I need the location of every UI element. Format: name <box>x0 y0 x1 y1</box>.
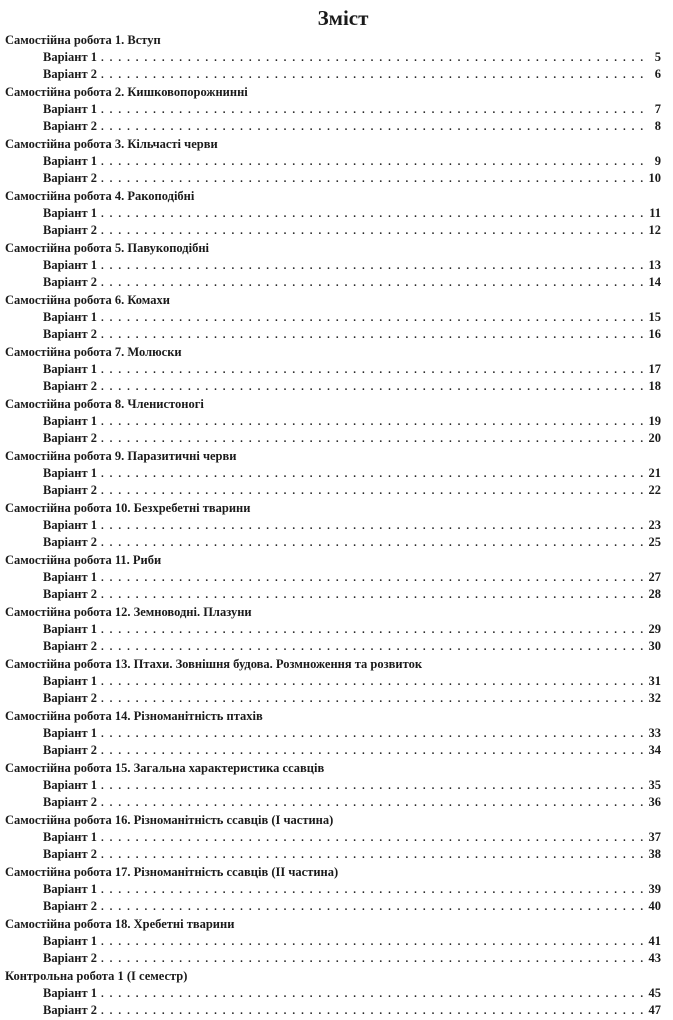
entry-label: Варіант 1 <box>43 258 97 272</box>
entry-page-number: 20 <box>648 431 661 445</box>
entry-page-number: 29 <box>648 622 661 636</box>
dot-leader <box>101 691 644 708</box>
toc-entry[interactable] <box>5 482 661 499</box>
toc-section <box>5 188 661 240</box>
entry-label: Варіант 2 <box>43 639 97 653</box>
toc-section <box>5 968 661 1020</box>
dot-leader <box>101 986 644 1003</box>
dot-leader <box>101 466 644 483</box>
toc-section <box>5 448 661 500</box>
entry-label: Варіант 2 <box>43 483 97 497</box>
entry-label: Варіант 2 <box>43 223 97 237</box>
toc-entry[interactable] <box>5 205 661 222</box>
dot-leader <box>101 726 644 743</box>
toc-entry[interactable] <box>5 621 661 638</box>
toc-section <box>5 136 661 188</box>
section-title[interactable]: Самостійна робота 12. Земноводні. Плазуни <box>5 605 252 619</box>
entry-page-number: 19 <box>648 414 661 428</box>
toc-entry[interactable] <box>5 846 661 863</box>
toc-section <box>5 292 661 344</box>
dot-leader <box>101 414 644 431</box>
toc-entry[interactable] <box>5 118 661 135</box>
entry-page-number: 37 <box>648 830 661 844</box>
toc-entry[interactable] <box>5 378 661 395</box>
entry-page-number: 30 <box>648 639 661 653</box>
entry-label: Варіант 2 <box>43 587 97 601</box>
toc-entry[interactable] <box>5 465 661 482</box>
toc-entry[interactable] <box>5 950 661 967</box>
entry-label: Варіант 2 <box>43 535 97 549</box>
entry-label: Варіант 1 <box>43 674 97 688</box>
toc-entry[interactable] <box>5 170 661 187</box>
dot-leader <box>101 223 644 240</box>
entry-page-number: 15 <box>648 310 661 324</box>
entry-label: Варіант 1 <box>43 518 97 532</box>
toc-section <box>5 240 661 292</box>
entry-label: Варіант 1 <box>43 986 97 1000</box>
toc-entry[interactable] <box>5 101 661 118</box>
toc-entry[interactable] <box>5 1002 661 1019</box>
toc-entry[interactable] <box>5 413 661 430</box>
entry-page-number: 5 <box>654 50 661 64</box>
toc-entry[interactable] <box>5 794 661 811</box>
entry-label: Варіант 1 <box>43 50 97 64</box>
section-title[interactable]: Самостійна робота 11. Риби <box>5 553 162 567</box>
section-title[interactable]: Контрольна робота 1 (І семестр) <box>5 969 188 983</box>
entry-page-number: 6 <box>654 67 661 81</box>
entry-label: Варіант 2 <box>43 119 97 133</box>
toc-entry[interactable] <box>5 933 661 950</box>
entry-label: Варіант 2 <box>43 691 97 705</box>
section-title[interactable]: Самостійна робота 13. Птахи. Зовнішня будова. Розмноження та розвиток <box>5 657 423 671</box>
dot-leader <box>101 119 644 136</box>
entry-label: Варіант 1 <box>43 310 97 324</box>
toc-entry[interactable] <box>5 985 661 1002</box>
toc-section <box>5 760 661 812</box>
toc-section <box>5 916 661 968</box>
toc-entry[interactable] <box>5 725 661 742</box>
entry-label: Варіант 2 <box>43 847 97 861</box>
dot-leader <box>101 899 644 916</box>
entry-page-number: 13 <box>648 258 661 272</box>
entry-page-number: 14 <box>648 275 661 289</box>
section-title[interactable]: Самостійна робота 6. Комахи <box>5 293 170 307</box>
entry-page-number: 32 <box>648 691 661 705</box>
dot-leader <box>101 795 644 812</box>
entry-label: Варіант 2 <box>43 743 97 757</box>
toc-entry[interactable] <box>5 777 661 794</box>
dot-leader <box>101 587 644 604</box>
entry-label: Варіант 1 <box>43 362 97 376</box>
table-of-contents <box>5 32 661 1020</box>
dot-leader <box>101 535 644 552</box>
entry-label: Варіант 2 <box>43 431 97 445</box>
entry-label: Варіант 1 <box>43 830 97 844</box>
toc-entry[interactable] <box>5 326 661 343</box>
entry-page-number: 11 <box>649 206 661 220</box>
toc-section <box>5 84 661 136</box>
entry-page-number: 10 <box>648 171 661 185</box>
toc-entry[interactable] <box>5 898 661 915</box>
toc-section <box>5 708 661 760</box>
toc-entry[interactable] <box>5 49 661 66</box>
entry-page-number: 16 <box>648 327 661 341</box>
dot-leader <box>101 431 644 448</box>
entry-label: Варіант 1 <box>43 778 97 792</box>
dot-leader <box>101 934 644 951</box>
toc-section <box>5 604 661 656</box>
dot-leader <box>101 830 644 847</box>
section-title[interactable]: Самостійна робота 15. Загальна характеристика ссавців <box>5 761 325 775</box>
dot-leader <box>101 951 644 968</box>
toc-entry[interactable] <box>5 257 661 274</box>
toc-entry[interactable] <box>5 274 661 291</box>
dot-leader <box>101 67 644 84</box>
entry-label: Варіант 2 <box>43 275 97 289</box>
toc-entry[interactable] <box>5 66 661 83</box>
section-title[interactable]: Самостійна робота 7. Молюски <box>5 345 182 359</box>
section-title[interactable]: Самостійна робота 1. Вступ <box>5 33 161 47</box>
toc-section <box>5 500 661 552</box>
section-title[interactable]: Самостійна робота 8. Членистоногі <box>5 397 204 411</box>
dot-leader <box>101 518 644 535</box>
toc-section <box>5 344 661 396</box>
dot-leader <box>101 154 644 171</box>
toc-section <box>5 396 661 448</box>
toc-section <box>5 552 661 604</box>
dot-leader <box>101 1003 644 1020</box>
entry-label: Варіант 1 <box>43 934 97 948</box>
toc-entry[interactable] <box>5 361 661 378</box>
toc-entry[interactable] <box>5 829 661 846</box>
entry-page-number: 38 <box>648 847 661 861</box>
toc-entry[interactable] <box>5 673 661 690</box>
toc-entry[interactable] <box>5 309 661 326</box>
entry-page-number: 8 <box>654 119 661 133</box>
entry-page-number: 12 <box>648 223 661 237</box>
toc-entry[interactable] <box>5 742 661 759</box>
dot-leader <box>101 50 644 67</box>
section-title[interactable]: Самостійна робота 18. Хребетні тварини <box>5 917 235 931</box>
dot-leader <box>101 570 644 587</box>
dot-leader <box>101 882 644 899</box>
toc-entry[interactable] <box>5 534 661 551</box>
entry-label: Варіант 2 <box>43 795 97 809</box>
toc-entry[interactable] <box>5 569 661 586</box>
entry-label: Варіант 2 <box>43 171 97 185</box>
dot-leader <box>101 639 644 656</box>
toc-entry[interactable] <box>5 153 661 170</box>
dot-leader <box>101 379 644 396</box>
entry-label: Варіант 2 <box>43 951 97 965</box>
dot-leader <box>101 847 644 864</box>
dot-leader <box>101 310 644 327</box>
dot-leader <box>101 102 644 119</box>
entry-page-number: 22 <box>648 483 661 497</box>
entry-label: Варіант 1 <box>43 882 97 896</box>
toc-entry[interactable] <box>5 222 661 239</box>
toc-section <box>5 656 661 708</box>
entry-page-number: 43 <box>648 951 661 965</box>
entry-page-number: 41 <box>648 934 661 948</box>
dot-leader <box>101 258 644 275</box>
entry-label: Варіант 2 <box>43 899 97 913</box>
dot-leader <box>101 622 644 639</box>
toc-entry[interactable] <box>5 586 661 603</box>
entry-page-number: 36 <box>648 795 661 809</box>
entry-label: Варіант 1 <box>43 726 97 740</box>
dot-leader <box>101 206 644 223</box>
section-title[interactable]: Самостійна робота 4. Ракоподібні <box>5 189 195 203</box>
entry-label: Варіант 1 <box>43 154 97 168</box>
section-title[interactable]: Самостійна робота 17. Різноманітність ссавців (ІІ частина) <box>5 865 339 879</box>
entry-label: Варіант 1 <box>43 622 97 636</box>
entry-page-number: 39 <box>648 882 661 896</box>
entry-label: Варіант 2 <box>43 327 97 341</box>
entry-label: Варіант 2 <box>43 379 97 393</box>
entry-page-number: 45 <box>648 986 661 1000</box>
toc-entry[interactable] <box>5 690 661 707</box>
dot-leader <box>101 674 644 691</box>
entry-label: Варіант 2 <box>43 1003 97 1017</box>
section-title[interactable]: Самостійна робота 2. Кишковопорожнинні <box>5 85 248 99</box>
section-title[interactable]: Самостійна робота 9. Паразитичні черви <box>5 449 237 463</box>
entry-label: Варіант 1 <box>43 102 97 116</box>
toc-section <box>5 812 661 864</box>
toc-entry[interactable] <box>5 638 661 655</box>
entry-page-number: 21 <box>648 466 661 480</box>
section-title[interactable]: Самостійна робота 5. Павукоподібні <box>5 241 210 255</box>
toc-section <box>5 864 661 916</box>
section-title[interactable]: Самостійна робота 14. Різноманітність птахів <box>5 709 263 723</box>
toc-section <box>5 32 661 84</box>
entry-page-number: 47 <box>648 1003 661 1017</box>
entry-page-number: 31 <box>648 674 661 688</box>
toc-entry[interactable] <box>5 881 661 898</box>
entry-label: Варіант 2 <box>43 67 97 81</box>
entry-label: Варіант 1 <box>43 414 97 428</box>
toc-entry[interactable] <box>5 430 661 447</box>
entry-page-number: 17 <box>648 362 661 376</box>
entry-page-number: 33 <box>648 726 661 740</box>
entry-page-number: 35 <box>648 778 661 792</box>
dot-leader <box>101 483 644 500</box>
entry-label: Варіант 1 <box>43 206 97 220</box>
section-title[interactable]: Самостійна робота 10. Безхребетні тварини <box>5 501 251 515</box>
entry-label: Варіант 1 <box>43 466 97 480</box>
dot-leader <box>101 743 644 760</box>
entry-page-number: 34 <box>648 743 661 757</box>
section-title[interactable]: Самостійна робота 16. Різноманітність ссавців (І частина) <box>5 813 334 827</box>
section-title[interactable]: Самостійна робота 3. Кільчасті черви <box>5 137 218 151</box>
entry-page-number: 7 <box>654 102 661 116</box>
dot-leader <box>101 327 644 344</box>
entry-page-number: 27 <box>648 570 661 584</box>
dot-leader <box>101 275 644 292</box>
dot-leader <box>101 362 644 379</box>
entry-label: Варіант 1 <box>43 570 97 584</box>
entry-page-number: 28 <box>648 587 661 601</box>
entry-page-number: 23 <box>648 518 661 532</box>
dot-leader <box>101 778 644 795</box>
entry-page-number: 18 <box>648 379 661 393</box>
dot-leader <box>101 171 644 188</box>
entry-page-number: 25 <box>648 535 661 549</box>
toc-entry[interactable] <box>5 517 661 534</box>
entry-page-number: 40 <box>648 899 661 913</box>
page-title: Зміст <box>317 6 369 30</box>
entry-page-number: 9 <box>654 154 661 168</box>
